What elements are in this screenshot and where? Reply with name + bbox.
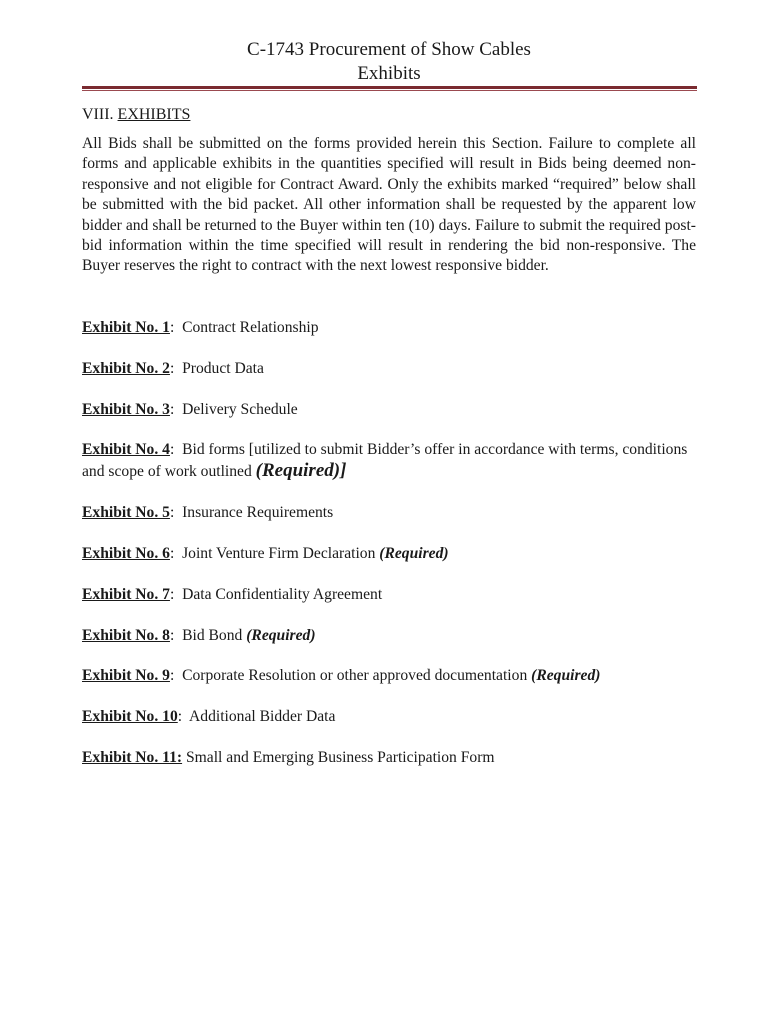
exhibit-label: Exhibit No. 4 (82, 441, 170, 459)
exhibit-label: Exhibit No. 6 (82, 544, 170, 562)
exhibit-separator: : (177, 708, 190, 726)
exhibit-item (82, 317, 696, 338)
exhibit-separator: : (169, 319, 183, 336)
exhibit-separator: : (169, 544, 183, 562)
header-rule (82, 86, 697, 89)
exhibit-description: Bid Bond (182, 626, 247, 644)
exhibit-label: Exhibit No. 1 (82, 319, 170, 336)
exhibit-description: Corporate Resolution or other approved documentation (182, 667, 532, 685)
document-title: C-1743 Procurement of Show Cables (247, 39, 531, 60)
exhibit-separator: : (169, 400, 183, 418)
section-number: VIII. (82, 106, 114, 123)
section-title: EXHIBITS (117, 106, 191, 123)
exhibit-label: Exhibit No. 3 (82, 400, 170, 418)
exhibit-item (82, 706, 696, 727)
page-header (82, 38, 696, 86)
exhibit-label: Exhibit No. 10 (82, 708, 178, 726)
exhibit-item (82, 399, 696, 420)
intro-paragraph: All Bids shall be submitted on the forms provided herein this Section. Failure to complete all forms and applicable exhibits in the quantities specified will result in Bids being deemed non-responsive and not eligible for Contract Award. Only the exhibits marked “required” below shall be submitted with the bid packet. All other information shall be requested by the apparent low bidder and shall be returned to the Buyer within ten (10) days. Failure to submit the required post-bid information within the time specified will result in rendering the bid non-responsive. The Buyer reserves the right to contract with the next lowest responsive bidder. (82, 135, 696, 275)
exhibit-description: Contract Relationship (182, 319, 319, 336)
exhibit-separator: : (169, 626, 183, 644)
exhibit-description: Data Confidentiality Agreement (182, 585, 383, 603)
exhibit-separator: : (169, 504, 183, 522)
exhibit-item (82, 439, 696, 482)
exhibit-separator: : (169, 359, 183, 377)
exhibit-item (82, 625, 696, 646)
required-marker: (Required) (246, 626, 316, 644)
document-subtitle: Exhibits (357, 63, 421, 84)
exhibit-description: Insurance Requirements (182, 504, 334, 522)
exhibit-item (82, 502, 696, 523)
header-rule-thin (82, 90, 697, 91)
exhibit-label: Exhibit No. 5 (82, 504, 170, 522)
exhibit-description: Joint Venture Firm Declaration (182, 544, 380, 562)
exhibit-separator: : (169, 585, 183, 603)
exhibit-label: Exhibit No. 11: (82, 748, 183, 766)
exhibit-description: Product Data (182, 359, 264, 377)
required-marker: (Required)] (255, 460, 347, 482)
exhibit-label: Exhibit No. 9 (82, 667, 170, 685)
exhibit-label: Exhibit No. 8 (82, 626, 170, 644)
exhibit-description: Additional Bidder Data (189, 708, 336, 726)
exhibit-separator: : (169, 441, 183, 459)
exhibit-separator: : (169, 667, 183, 685)
exhibit-item (82, 747, 696, 768)
required-marker: (Required) (379, 544, 449, 562)
exhibit-description: Bid forms [utilized to submit Bidder’s offer in accordance with terms, conditions and scope of work outlined (82, 441, 688, 481)
exhibit-item (82, 358, 696, 379)
section-heading (82, 106, 190, 124)
exhibit-list (82, 317, 696, 788)
exhibit-label: Exhibit No. 7 (82, 585, 170, 603)
exhibit-item (82, 665, 696, 686)
exhibit-description: Delivery Schedule (182, 400, 298, 418)
required-marker: (Required) (531, 667, 601, 685)
exhibit-label: Exhibit No. 2 (82, 359, 170, 377)
exhibit-item (82, 584, 696, 605)
exhibit-item (82, 543, 696, 564)
exhibit-description: Small and Emerging Business Participation Form (186, 748, 495, 766)
